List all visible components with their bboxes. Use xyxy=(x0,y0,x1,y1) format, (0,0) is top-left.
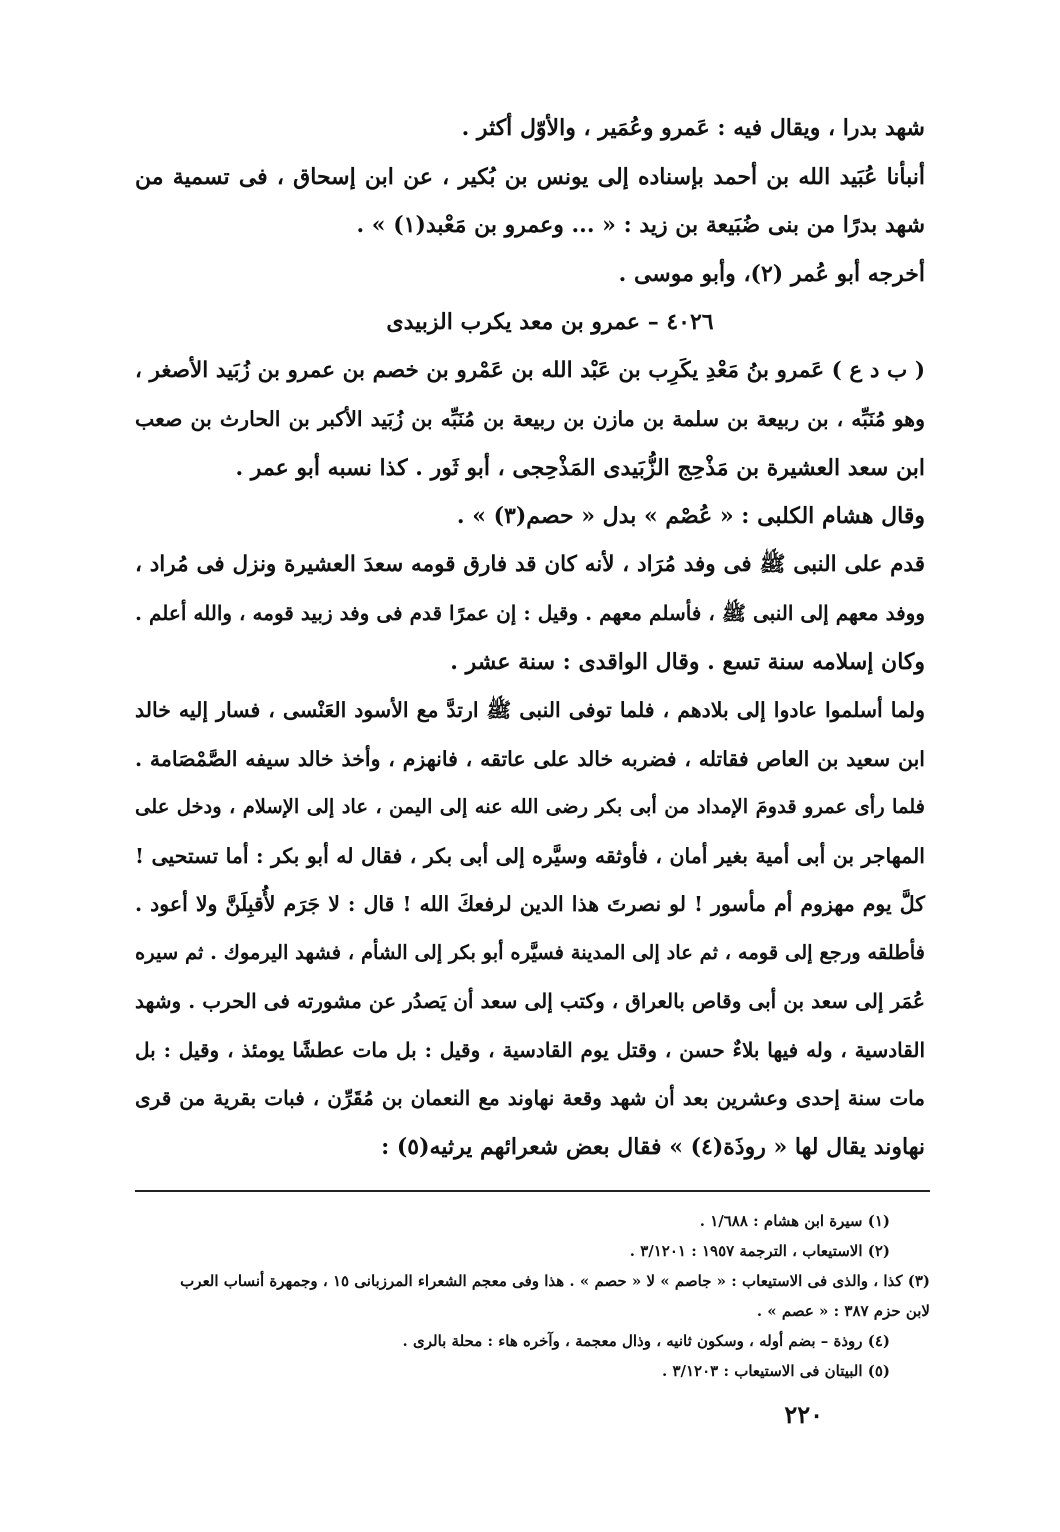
text-line-7: ابن سعد العشيرة بن مَذْحِج الزُّبَيدى المَذْحِجى ، أبو ثَور . كذا نسبه أبو عمر . xyxy=(235,454,925,481)
text-line-20: مات سنة إحدى وعشرين بعد أن شهد وقعة نهاوند مع النعمان بن مُقَرِّن ، فبات بقرية من قرى xyxy=(135,1086,925,1110)
text-line-2: أنبأنا عُبَيد الله بن أحمد بإسناده إلى يونس بن بُكير ، عن ابن إسحاق ، فى تسمية من xyxy=(135,163,925,190)
footnote-3: (٣) كذا ، والذى فى الاستيعاب : « جاصم » لا « حصم » . هذا وفى معجم الشعراء المرزبانى ١٥ ، وجمهرة أنساب العرب xyxy=(180,1272,930,1290)
text-line-17: فأطلقه ورجع إلى قومه ، ثم عاد إلى المدينة فسيَّره أبو بكر إلى الشأم ، فشهد اليرموك . ثم سيره xyxy=(135,940,925,964)
text-line-16: كلَّ يوم مهزوم أم مأسور ! لو نصرتَ هذا الدين لرفعكَ الله ! قال : لا جَرَم لأُقبِلَنَّ ولا أعود . xyxy=(135,892,925,916)
text-line-3: شهد بدرًا من بنى ضُبَيعة بن زيد : « ... وعمرو بن مَعْبد(١) » . xyxy=(356,212,925,238)
text-line-5: ( ب د ع ) عَمرو بنُ مَعْدِ يكَرِب بن عَبْد الله بن عَمْرو بن خصم بن عمرو بن زُبَيد الأصغر ، xyxy=(135,357,925,383)
text-line-4: أخرجه أبو عُمر (٢)، وأبو موسى . xyxy=(618,260,925,287)
text-line-14: فلما رأى عمرو قدومَ الإمداد من أبى بكر رضى الله عنه إلى اليمن ، عاد إلى الإسلام ، ودخل على xyxy=(135,795,925,818)
footnotes xyxy=(130,1206,930,1386)
main-text xyxy=(135,104,925,1171)
text-line-9: قدم على النبى ﷺ فى وفد مُرَاد ، لأنه كان قد فارق قومه سعدَ العشيرة ونزل فى مُراد ، xyxy=(135,551,925,577)
footnote-5: (٥) البيتان فى الاستيعاب : ٣/١٢٠٣ . xyxy=(662,1362,890,1380)
footnote-1: (١) سيرة ابن هشام : ١/٦٨٨ . xyxy=(699,1212,890,1230)
text-line-6: وهو مُنَبِّه ، بن ربيعة بن سلمة بن مازن بن ربيعة بن مُنَبِّه بن زُبَيد الأكبر بن الحارث بن صعب xyxy=(135,407,925,431)
text-line-12: ولما أسلموا عادوا إلى بلادهم ، فلما توفى النبى ﷺ ارتدَّ مع الأسود العَنْسى ، فسار إليه خالد xyxy=(135,698,925,722)
text-line-13: ابن سعيد بن العاص فقاتله ، فضربه خالد على عاتقه ، فانهزم ، وأخذ خالد سيفه الصَّمْصَامة . xyxy=(135,746,925,771)
text-line-10: ووفد معهم إلى النبى ﷺ ، فأسلم معهم . وقيل : إن عمرًا قدم فى وفد زبيد قومه ، والله أعلم . xyxy=(135,601,925,625)
footnote-4: (٤) روذة – بضم أوله ، وسكون ثانيه ، وذال معجمة ، وآخره هاء : محلة بالرى . xyxy=(402,1332,890,1350)
text-line-8: وقال هشام الكلبى : « عُصْم » بدل « حصم(٣) » . xyxy=(456,503,925,529)
text-line-21: نهاوند يقال لها « روذَة(٤) » فقال بعض شعرائهم يرثيه(٥) : xyxy=(381,1133,925,1160)
page-number-text: ٢٢٠ xyxy=(784,1400,823,1429)
text-line-18: عُمَر إلى سعد بن أبى وقاص بالعراق ، وكتب إلى سعد أن يَصدُر عن مشورته فى الحرب . وشهد xyxy=(135,989,925,1013)
footnote-divider xyxy=(135,1190,930,1192)
entry-heading: ٤٠٢٦ – عمرو بن معد يكرب الزبيدى xyxy=(386,309,714,335)
text-line-15: المهاجر بن أبى أمية بغير أمان ، فأوثقه وسيَّره إلى أبى بكر ، فقال له أبو بكر : أما تستحيى ! xyxy=(135,843,925,868)
text-line-11: وكان إسلامه سنة تسع . وقال الواقدى : سنة عشر . xyxy=(450,648,925,675)
footnote-2: (٢) الاستيعاب ، الترجمة ١٩٥٧ : ٣/١٢٠١ . xyxy=(629,1242,890,1260)
text-line-19: القادسية ، وله فيها بلاءٌ حسن ، وقتل يوم القادسية ، وقيل : بل مات عطشًا يومئذ ، وقيل : بل xyxy=(135,1037,925,1062)
text-line-1: شهد بدرا ، ويقال فيه : عَمرو وعُمَير ، والأوّل أكثر . xyxy=(461,115,925,141)
footnote-3-continued: لابن حزم ٣٨٧ : « عصم » . xyxy=(756,1302,930,1320)
